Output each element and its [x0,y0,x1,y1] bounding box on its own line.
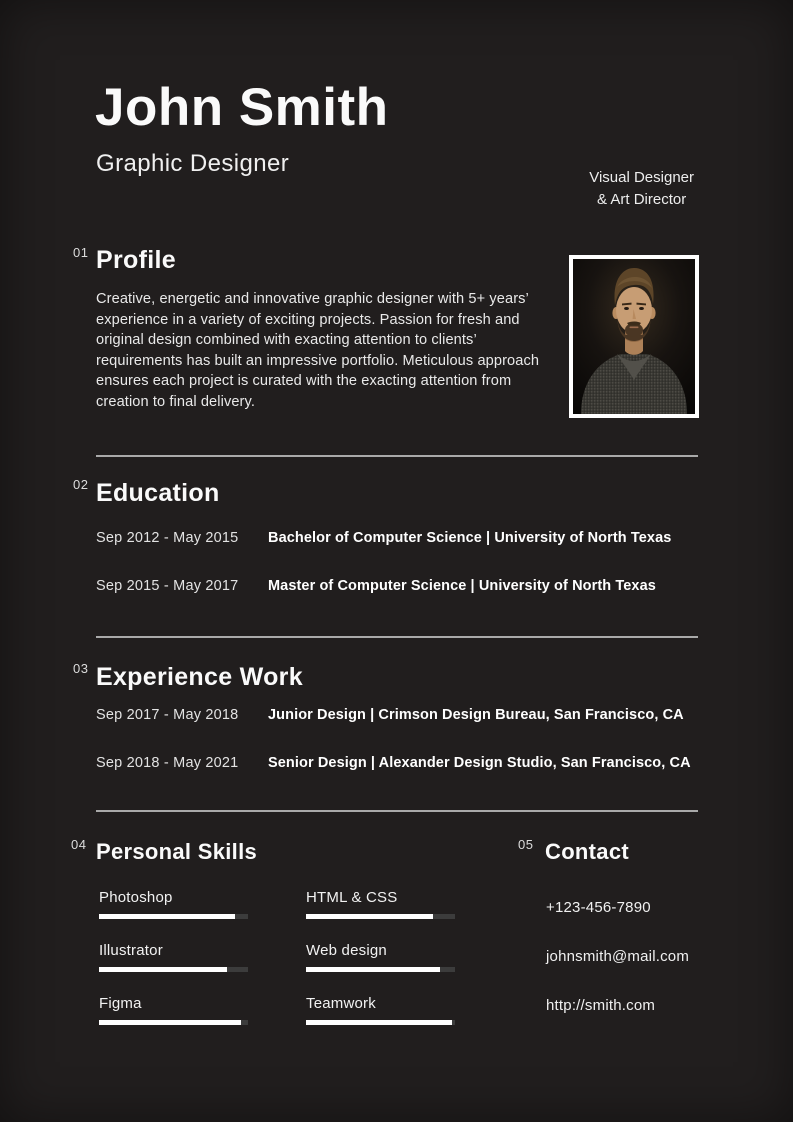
skills-column-right [306,889,455,1048]
contact-item: http://smith.com [546,997,656,1014]
education-dates: Sep 2015 - May 2017 [96,578,239,594]
skill-row [99,942,248,972]
portrait-photo [569,255,699,418]
divider-after-profile [96,455,698,457]
skill-row [99,889,248,919]
portrait-photo-illustration [573,259,695,414]
experience-dates: Sep 2017 - May 2018 [96,707,239,723]
divider-after-experience [96,810,698,812]
skill-bar-track [306,914,455,919]
skill-row [306,942,455,972]
contact-item: +123-456-7890 [546,899,651,916]
section-title-skills: Personal Skills [96,839,258,864]
experience-row [96,707,716,724]
divider-after-education [96,636,698,638]
experience-list [96,707,716,803]
skill-bar-fill [306,967,440,972]
education-description: Master of Computer Science | University of North Texas [268,578,656,594]
skill-label: Illustrator [99,942,163,959]
skill-row [306,889,455,919]
tagline [589,167,694,210]
skill-label: Figma [99,995,142,1012]
education-dates: Sep 2012 - May 2015 [96,530,239,546]
skill-bar-track [99,914,248,919]
education-row [96,530,716,547]
education-list [96,530,716,626]
skill-label: Teamwork [306,995,376,1012]
skill-bar-fill [99,914,235,919]
skill-bar-fill [306,914,433,919]
section-title-experience: Experience Work [96,663,303,691]
skill-row [99,995,248,1025]
profile-summary-text: Creative, energetic and innovative graphic designer with 5+ years’ experience in a variety of exciting projects. Passion for fresh and original design combined with exacting attention to clients’ requirements has built an impressive portfolio. Meticulous approach ensures each project is curated with the exacting attention from creation to final delivery. [96,291,540,410]
skills-column-left [99,889,248,1048]
contact-list [546,900,689,1047]
skill-label: Photoshop [99,889,173,906]
education-row [96,578,716,595]
skill-label: HTML & CSS [306,889,398,906]
skill-bar-track [306,1020,455,1025]
tagline-line-1: Visual Designer [589,169,694,186]
person-role: Graphic Designer [96,150,290,177]
section-number-profile: 01 [73,245,89,260]
section-number-contact: 05 [518,837,534,852]
skill-bar-fill [99,1020,241,1025]
contact-item: johnsmith@mail.com [546,948,690,965]
skill-label: Web design [306,942,387,959]
experience-description: Senior Design | Alexander Design Studio, San Francisco, CA [268,755,691,771]
section-title-education: Education [96,479,220,507]
section-title-profile: Profile [96,246,176,274]
skill-bar-track [99,967,248,972]
section-number-education: 02 [73,477,89,492]
experience-dates: Sep 2018 - May 2021 [96,755,239,771]
education-description: Bachelor of Computer Science | University of North Texas [268,530,672,546]
skill-bar-track [306,967,455,972]
person-name: John Smith [95,78,389,137]
experience-row [96,755,716,772]
section-number-skills: 04 [71,837,87,852]
skill-bar-track [99,1020,248,1025]
skill-bar-fill [99,967,227,972]
skill-row [306,995,455,1025]
tagline-line-2: & Art Director [597,190,687,208]
skill-bar-fill [306,1020,452,1025]
section-title-contact: Contact [545,839,629,864]
section-number-experience: 03 [73,661,89,676]
experience-description: Junior Design | Crimson Design Bureau, San Francisco, CA [268,707,684,723]
